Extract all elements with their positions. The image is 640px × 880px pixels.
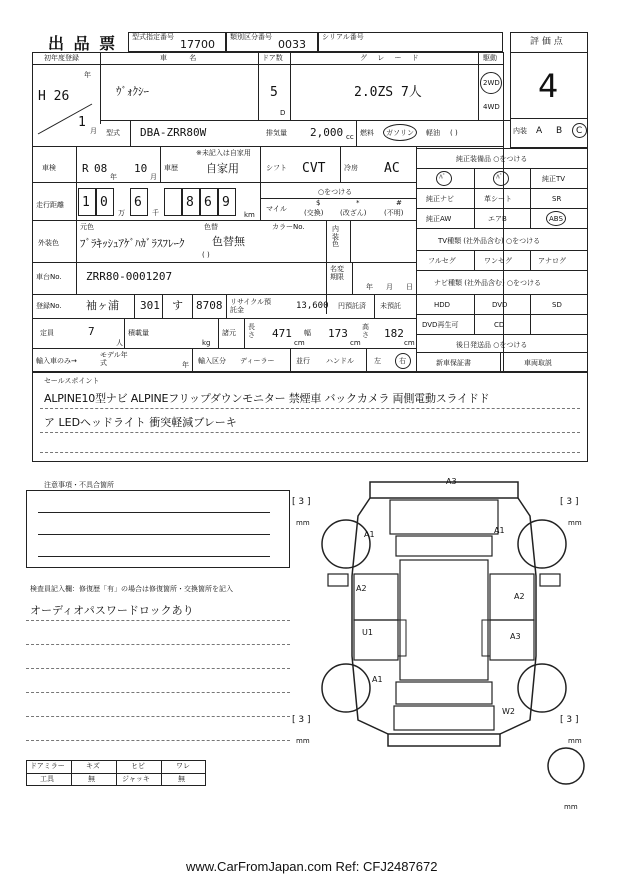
name-change-year: 年 bbox=[366, 283, 373, 291]
nav-item-1: HDD bbox=[434, 301, 451, 309]
interior-color-label: 内装色 bbox=[332, 225, 339, 249]
nav-header: ナビ種類 (社外品含む) ○をつける bbox=[434, 279, 542, 287]
inspection-year-unit: 年 bbox=[110, 173, 117, 181]
nav-item-5: CD bbox=[494, 321, 505, 329]
rear-glass bbox=[396, 682, 492, 704]
mileage-label: 走行距離 bbox=[36, 201, 64, 209]
door-front-left bbox=[354, 574, 398, 620]
mirror-left bbox=[328, 574, 348, 586]
tread-rear-left: [ 3 ] bbox=[292, 715, 311, 725]
tv-item-1: フルセグ bbox=[428, 257, 456, 265]
tread-rear-right: [ 3 ] bbox=[560, 715, 579, 725]
mileage-digit-2: 0 bbox=[100, 195, 108, 210]
damage-right-rear-door: A3 bbox=[510, 632, 521, 641]
door-front-right bbox=[490, 574, 534, 620]
inspector-note: オーディオパスワードロックあり bbox=[30, 604, 194, 617]
registration-place: 袖ヶ浦 bbox=[86, 299, 119, 312]
registration-label: 登録No. bbox=[36, 302, 62, 310]
tire-rear-left bbox=[322, 664, 370, 712]
hood bbox=[390, 500, 498, 534]
ac-value: AC bbox=[384, 161, 400, 176]
car-diagram bbox=[298, 476, 588, 806]
drive-4wd: 4WD bbox=[483, 103, 500, 111]
tread-front-right: [ 3 ] bbox=[560, 497, 579, 507]
tailgate bbox=[394, 706, 494, 730]
color-change-label: 色替 bbox=[204, 223, 218, 231]
width-label: 幅 bbox=[304, 329, 311, 337]
recycle-label: リサイクル預託金 bbox=[230, 298, 272, 315]
mileage-digit-box-4 bbox=[164, 188, 182, 216]
mileage-mile: マイル bbox=[266, 205, 287, 213]
parts-header-2: キズ bbox=[86, 762, 100, 770]
doors-label: ドア数 bbox=[262, 54, 283, 62]
import-only: 輸入車のみ→ bbox=[36, 357, 77, 365]
model-number-value: 17700 bbox=[180, 38, 215, 51]
handle-left: 左 bbox=[374, 357, 381, 365]
color-change-paren: ( ) bbox=[202, 251, 210, 259]
capacity-unit: 人 bbox=[116, 339, 123, 347]
mileage-sen: 千 bbox=[152, 209, 159, 217]
damage-front-left-fender: A1 bbox=[364, 530, 375, 539]
tire-front-right bbox=[518, 520, 566, 568]
color-orig-value: ﾌﾞﾗｷｯｼｭｱｹﾞﾊｶﾞﾗｽﾌﾚｰｸ bbox=[80, 237, 185, 250]
later-header: 後日発送品 ○をつける bbox=[456, 341, 528, 349]
inspection-label: 車検 bbox=[42, 164, 56, 172]
tread-front-left-unit: mm bbox=[296, 519, 310, 527]
import-dealer: ディーラー bbox=[240, 357, 275, 365]
tread-rear-right-unit: mm bbox=[568, 737, 582, 745]
tv-item-2: ワンセグ bbox=[484, 257, 512, 265]
mileage-tampered-label: (改ざん) bbox=[340, 209, 367, 217]
equip-item-7: 純正AW bbox=[426, 215, 452, 223]
tread-front-left: [ 3 ] bbox=[292, 497, 311, 507]
parts-value-3: ジャッキ bbox=[122, 775, 150, 783]
mileage-exchanged: $ bbox=[316, 199, 321, 207]
fuel-light-oil: 軽油 bbox=[426, 129, 440, 137]
damage-rear-glass: W2 bbox=[502, 707, 515, 716]
pillar-left bbox=[398, 620, 406, 656]
mileage-digit-4: 8 bbox=[186, 195, 194, 210]
score-value: 4 bbox=[538, 67, 559, 105]
color-change-value: 色替無 bbox=[212, 235, 245, 248]
car-name-label: 車 名 bbox=[160, 54, 207, 62]
tread-rear-left-unit: mm bbox=[296, 737, 310, 745]
color-label: 外装色 bbox=[38, 239, 59, 247]
tread-spare-unit: mm bbox=[564, 803, 578, 811]
inspector-label: 検査員記入欄：修復歴「有」の場合は修復箇所・交換箇所を記入 bbox=[30, 585, 233, 593]
height-value: 182 bbox=[384, 327, 404, 340]
registration-class: 301 bbox=[140, 299, 160, 312]
first-reg-year: H 26 bbox=[38, 89, 70, 104]
doors-suffix: D bbox=[280, 109, 286, 117]
pillar-right bbox=[482, 620, 490, 656]
displacement-label: 排気量 bbox=[266, 129, 287, 137]
color-orig-label: 元色 bbox=[80, 223, 94, 231]
width-value: 173 bbox=[328, 327, 348, 340]
drive-2wd: 2WD bbox=[483, 79, 500, 87]
class-number-label: 類別区分番号 bbox=[230, 33, 272, 41]
sales-point-label: セールスポイント bbox=[44, 377, 100, 385]
model-year-unit: 年 bbox=[182, 361, 189, 369]
damage-right-front-door: A2 bbox=[514, 592, 525, 601]
tire-front-left bbox=[322, 520, 370, 568]
damage-left-rear-door: U1 bbox=[362, 628, 373, 637]
displacement-unit: cc bbox=[346, 133, 354, 141]
damage-front-bumper: A3 bbox=[446, 477, 457, 486]
fuel-label: 燃料 bbox=[360, 129, 374, 137]
fuel-value: ガソリン bbox=[386, 129, 414, 137]
load-label: 積載量 bbox=[128, 329, 149, 337]
grade-value: 2.0ZS 7人 bbox=[354, 85, 422, 100]
parts-header-1: ドアミラー bbox=[30, 762, 65, 770]
mileage-km: km bbox=[244, 211, 255, 219]
car-name-value: ｳﾞｫｸｼｰ bbox=[116, 85, 149, 98]
usage-value: 自家用 bbox=[206, 162, 239, 175]
nav-item-4: DVD再生可 bbox=[422, 321, 459, 329]
equip-item-5: 革シート bbox=[484, 195, 512, 203]
color-no-label: カラーNo. bbox=[272, 223, 305, 231]
mileage-digit-5: 6 bbox=[204, 195, 212, 210]
length-value: 471 bbox=[272, 327, 292, 340]
chassis-label: 車台No. bbox=[36, 273, 62, 281]
ac-label: 冷房 bbox=[344, 164, 358, 172]
name-change-month: 月 bbox=[386, 283, 393, 291]
name-change-label: 名変期限 bbox=[330, 265, 344, 281]
tire-rear-right bbox=[518, 664, 566, 712]
parts-value-4: 無 bbox=[178, 775, 185, 783]
capacity-label: 定員 bbox=[40, 329, 54, 337]
recycle-status: 円預託済 bbox=[338, 302, 366, 310]
fuel-paren: ( ) bbox=[450, 129, 458, 137]
parts-header-4: ワレ bbox=[176, 762, 190, 770]
interior-label: 内装 bbox=[513, 127, 527, 135]
inspection-month-unit: 月 bbox=[150, 173, 157, 181]
score-label: 評 価 点 bbox=[530, 37, 563, 47]
equipment-header: 純正装備品 ○をつける bbox=[456, 155, 528, 163]
tv-header: TV種類 (社外品含む) ○をつける bbox=[438, 237, 541, 245]
inspection-year: 08 bbox=[94, 162, 108, 175]
displacement-value: 2,000 bbox=[310, 126, 344, 139]
equip-item-1: ﾊﾟ bbox=[439, 173, 446, 181]
mileage-digit-3: 6 bbox=[134, 195, 142, 210]
windshield bbox=[396, 536, 492, 556]
parts-header-3: ヒビ bbox=[131, 762, 145, 770]
tread-front-right-unit: mm bbox=[568, 519, 582, 527]
interior-grade-a: A bbox=[536, 126, 543, 136]
damage-front-right-fender: A1 bbox=[494, 526, 505, 535]
import-type-label: 輸入区分 bbox=[198, 357, 226, 365]
first-reg-label: 初年度登録 bbox=[44, 54, 79, 62]
type-label: 型式 bbox=[106, 129, 120, 137]
class-number-value: 0033 bbox=[278, 38, 306, 51]
nav-item-2: DVD bbox=[492, 301, 508, 309]
interior-grade-b: B bbox=[556, 126, 563, 136]
damage-left-front-door: A2 bbox=[356, 584, 367, 593]
grade-label: グ レ ー ド bbox=[360, 54, 423, 62]
shift-value: CVT bbox=[302, 161, 326, 176]
sheet-title: 出 品 票 bbox=[48, 34, 118, 53]
equip-item-2: ﾊﾟ bbox=[496, 173, 503, 181]
mileage-digit-1: 1 bbox=[82, 195, 90, 210]
first-reg-month: 1 bbox=[78, 115, 86, 130]
recycle-amount: 13,600 bbox=[296, 301, 329, 311]
name-change-day: 日 bbox=[406, 283, 413, 291]
handle-right: 右 bbox=[399, 357, 406, 365]
equip-item-8: エアB bbox=[488, 215, 507, 223]
door-rear-left bbox=[354, 620, 398, 660]
mileage-exchanged-label: (交換) bbox=[304, 209, 324, 217]
front-bumper bbox=[370, 482, 518, 498]
length-unit: cm bbox=[294, 339, 305, 347]
first-reg-year-unit: 年 bbox=[84, 71, 91, 79]
interior-grade-c: C bbox=[576, 126, 583, 136]
mirror-right bbox=[540, 574, 560, 586]
recycle-unpaid: 未預託 bbox=[380, 302, 401, 310]
first-reg-month-unit: 月 bbox=[90, 127, 97, 135]
footer-watermark: www.CarFromJapan.com Ref: CFJ2487672 bbox=[186, 859, 438, 874]
sales-point-line-2: ア LEDヘッドライト 衝突軽減ブレーキ bbox=[44, 416, 237, 429]
mileage-digit-6: 9 bbox=[222, 195, 230, 210]
equip-item-4: 純正ナビ bbox=[426, 195, 454, 203]
later-item-2: 車両取説 bbox=[524, 359, 552, 367]
model-number-label: 型式指定番号 bbox=[132, 33, 174, 41]
parts-value-1: 工具 bbox=[40, 775, 54, 783]
registration-kana: す bbox=[172, 299, 183, 312]
equip-item-9: ABS bbox=[549, 215, 563, 223]
height-label: 高さ bbox=[362, 323, 369, 339]
load-unit: kg bbox=[202, 339, 211, 347]
mileage-unknown-label: (不明) bbox=[384, 209, 404, 217]
mileage-tampered: * bbox=[356, 199, 360, 207]
length-label: 長さ bbox=[248, 323, 255, 339]
chassis-value: ZRR80-0001207 bbox=[86, 270, 173, 283]
drive-label: 駆動 bbox=[483, 54, 497, 62]
shift-label: シフト bbox=[266, 164, 287, 172]
mileage-unknown: # bbox=[396, 199, 402, 207]
first-reg-slash bbox=[36, 100, 96, 136]
handle-label: ハンドル bbox=[326, 357, 354, 365]
usage-note: ※未記入は自家用 bbox=[196, 149, 251, 157]
doors-value: 5 bbox=[270, 85, 278, 100]
sales-point-line-1: ALPINE10型ナビ ALPINEフリップダウンモニター 禁煙車 バックカメラ 両側電動スライドド bbox=[44, 392, 490, 405]
damage-left-rear-fender: A1 bbox=[372, 675, 383, 684]
mileage-man: 万 bbox=[118, 209, 125, 217]
tv-item-3: アナログ bbox=[538, 257, 566, 265]
import-parallel: 並行 bbox=[296, 357, 310, 365]
capacity-value: 7 bbox=[88, 325, 95, 338]
registration-number: 8708 bbox=[196, 299, 223, 312]
later-item-1: 新車保証書 bbox=[436, 359, 471, 367]
body-right bbox=[500, 498, 536, 734]
spare-tire bbox=[548, 748, 584, 784]
mileage-mark-header: ○をつける bbox=[318, 188, 353, 196]
dims-label: 諸元 bbox=[222, 329, 236, 337]
parts-value-2: 無 bbox=[88, 775, 95, 783]
inspection-era: R bbox=[82, 162, 89, 175]
roof bbox=[400, 560, 488, 680]
usage-label: 車歴 bbox=[164, 164, 178, 172]
rear-bumper bbox=[388, 734, 500, 746]
notes-label: 注意事項・不具合箇所 bbox=[44, 481, 114, 489]
nav-item-3: SD bbox=[552, 301, 562, 309]
inspection-month: 10 bbox=[134, 162, 148, 175]
equip-item-6: SR bbox=[552, 195, 562, 203]
width-unit: cm bbox=[350, 339, 361, 347]
type-value: DBA-ZRR80W bbox=[140, 126, 207, 139]
model-year-label: モデル年式 bbox=[100, 351, 128, 367]
serial-number-label: シリアル番号 bbox=[322, 33, 364, 41]
equip-item-3: 純正TV bbox=[542, 175, 566, 183]
height-unit: cm bbox=[404, 339, 415, 347]
